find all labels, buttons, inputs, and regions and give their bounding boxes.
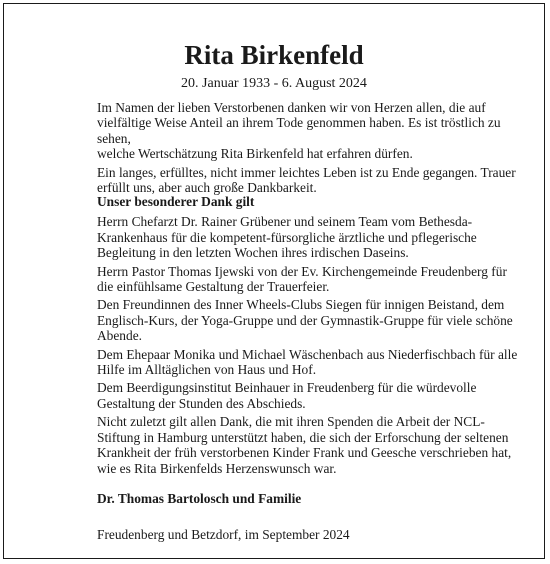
deceased-name: Rita Birkenfeld <box>184 40 364 70</box>
thanks-paragraph <box>97 347 537 378</box>
text-line: wie es Rita Birkenfelds Herzenswunsch war. <box>97 460 337 476</box>
obituary-notice <box>3 3 545 559</box>
text-line: erfüllt uns, aber auch große Dankbarkeit. <box>97 180 317 196</box>
thanks-section <box>97 194 537 476</box>
text-line: Im Namen der lieben Verstorbenen danken wir von Herzen allen, die auf <box>97 100 486 115</box>
signature: Dr. Thomas Bartolosch und Familie <box>97 491 302 506</box>
life-dates: 20. Januar 1933 - 6. August 2024 <box>181 76 367 91</box>
text-line: Ein langes, erfülltes, nicht immer leichtes Leben ist zu Ende gegangen. Trauer <box>97 164 516 180</box>
thanks-paragraph <box>97 297 537 343</box>
text-line: Dem Ehepaar Monika und Michael Wäschenbach aus Niederfischbach für alle <box>97 346 518 362</box>
text-line: Den Freundinnen des Inner Wheels-Clubs Siegen für innigen Beistand, dem <box>97 297 505 313</box>
text-line: Krankenhaus für die kompetent-fürsorgliche ärztliche und pflegerische <box>97 229 477 245</box>
intro-paragraph <box>97 165 537 196</box>
text-line: Herrn Pastor Thomas Ijewski von der Ev. Kirchengemeinde Freudenberg für <box>97 263 507 279</box>
text-line: Stiftung in Hamburg unterstützt haben, die sich der Erforschung der seltenen <box>97 429 509 445</box>
thanks-paragraph <box>97 414 537 476</box>
text-line: Krankheit der früh verstorbenen Kinder Frank und Geesche verschrieben hat, <box>97 445 512 461</box>
text-line: Begleitung in den letzten Wochen ihres irdischen Daseins. <box>97 245 409 261</box>
text-line: Hilfe im Alltäglichen von Haus und Hof. <box>97 362 317 378</box>
place-date: Freudenberg und Betzdorf, im September 2024 <box>97 527 350 542</box>
text-line: Abende. <box>97 328 142 344</box>
text-line: die einfühlsame Gestaltung der Trauerfeier. <box>97 279 330 295</box>
intro-section <box>97 100 537 195</box>
text-line: Englisch-Kurs, der Yoga-Gruppe und der Gymnastik-Gruppe für viele schöne <box>97 312 513 328</box>
thanks-paragraph <box>97 264 537 295</box>
intro-paragraph <box>97 100 537 162</box>
thanks-heading: Unser besonderer Dank gilt <box>97 194 255 209</box>
text-line: Dem Beerdigungsinstitut Beinhauer in Freudenberg für die würdevolle <box>97 380 477 396</box>
thanks-paragraph <box>97 214 537 260</box>
thanks-paragraph <box>97 380 537 411</box>
text-line: Herrn Chefarzt Dr. Rainer Grübener und seinem Team vom Bethesda- <box>97 214 473 230</box>
text-line: Gestaltung der Stunden des Abschieds. <box>97 395 306 411</box>
text-line: welche Wertschätzung Rita Birkenfeld hat erfahren dürfen. <box>97 146 413 162</box>
text-line: Nicht zuletzt gilt allen Dank, die mit ihren Spenden die Arbeit der NCL- <box>97 414 485 430</box>
text-line: vielfältige Weise Anteil an ihrem Tode genommen haben. Es ist tröstlich zu sehen, <box>97 115 501 146</box>
